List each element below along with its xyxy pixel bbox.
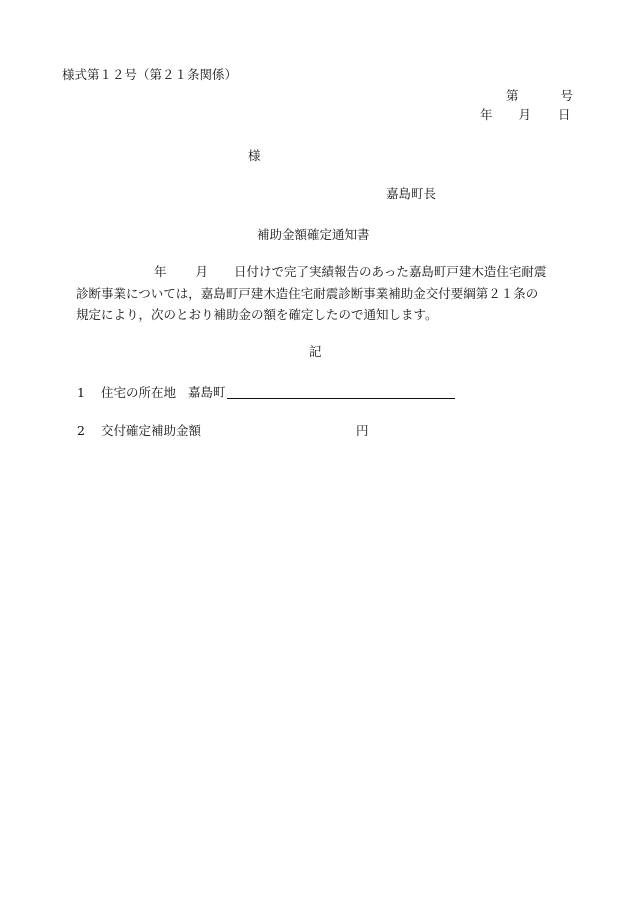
item-number: 2 — [77, 423, 85, 438]
number-prefix: 第 — [506, 88, 519, 103]
item-address — [77, 385, 455, 399]
item-value: 嘉島町 — [188, 384, 226, 400]
body-text-line-2: 診断事業については，嘉島町戸建木造住宅耐震診断事業補助金交付要綱第２１条の — [76, 286, 539, 301]
ki-heading: 記 — [309, 344, 322, 359]
body-month: 月 — [195, 264, 209, 279]
addressee: 様 — [248, 148, 261, 163]
body-line1-text: 日付けで完了実績報告のあった嘉島町戸建木造住宅耐震 — [234, 264, 547, 279]
body-text-line-3: 規定により，次のとおり補助金の額を確定したので通知します。 — [76, 307, 438, 322]
sender-name: 嘉島町長 — [386, 186, 437, 201]
item-label: 交付確定補助金額 — [101, 423, 202, 438]
document-number-line — [506, 90, 573, 103]
amount-unit: 円 — [356, 423, 369, 438]
item-amount — [77, 425, 369, 438]
document-title: 補助金額確定通知書 — [257, 227, 370, 242]
date-year: 年 — [480, 107, 493, 122]
number-suffix: 号 — [560, 88, 574, 103]
form-number-label: 様式第１２号（第２１条関係） — [62, 67, 238, 82]
body-year: 年 — [154, 264, 167, 279]
date-month: 月 — [518, 107, 532, 122]
item-label: 住宅の所在地 — [101, 384, 177, 400]
issue-date-line — [480, 109, 571, 122]
address-blank-line — [227, 385, 455, 399]
body-text-line-1 — [154, 266, 546, 279]
date-day: 日 — [558, 107, 571, 122]
item-number: 1 — [77, 384, 85, 400]
